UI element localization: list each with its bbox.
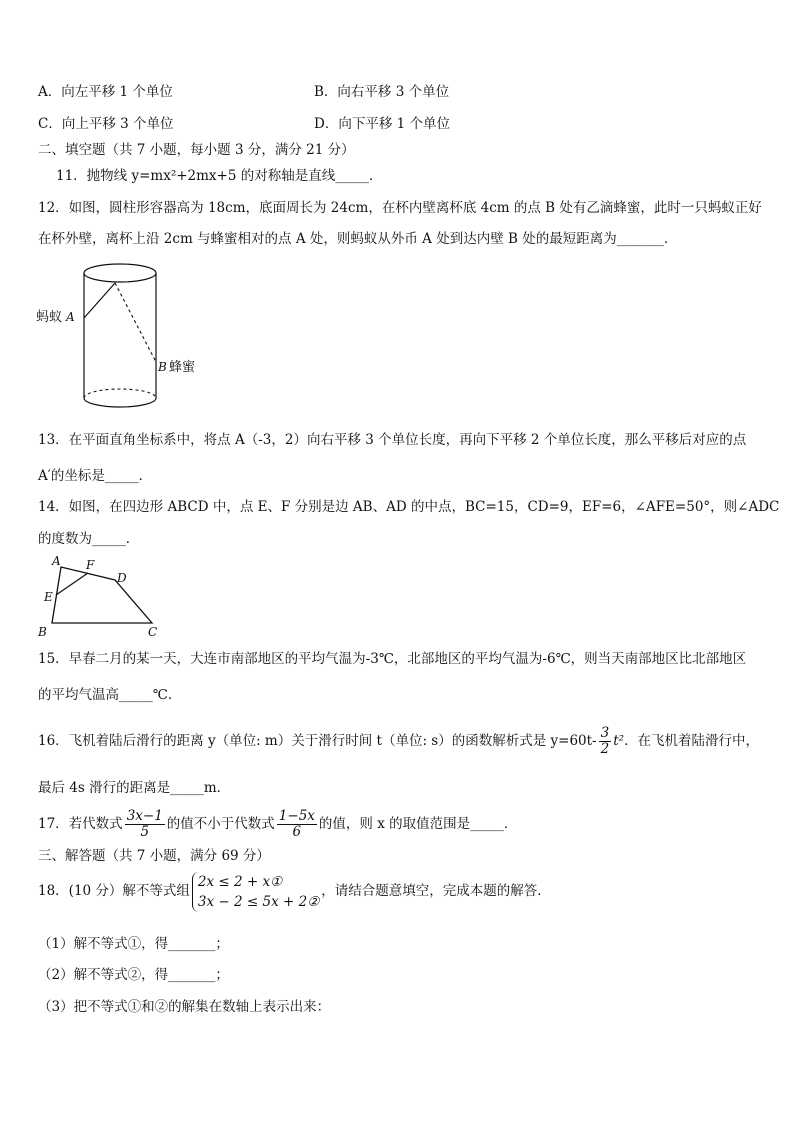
- question-12-line-2: 在杯外壁，离杯上沿 2cm 与蜂蜜相对的点 A 处，则蚂蚁从外币 A 处到达内壁 B 处的最短距离为_______．: [38, 231, 678, 247]
- section-3-heading: 三、解答题（共 7 小题，满分 69 分）: [38, 848, 270, 864]
- fraction-denominator: 6: [292, 824, 302, 840]
- quadrilateral-abcd: [52, 567, 152, 623]
- question-17-text: 17．若代数式: [38, 816, 123, 832]
- fraction-1-minus-5x-over-6: [277, 809, 317, 840]
- t-squared: t²: [613, 733, 625, 749]
- question-17: [38, 806, 517, 842]
- question-17-tail: 的值，则 x 的取值范围是_____．: [318, 816, 518, 832]
- option-c: C．向上平移 3 个单位: [38, 116, 174, 132]
- question-16-line-1: [38, 724, 759, 758]
- question-12-line-1: 12．如图，圆柱形容器高为 18cm，底面周长为 24cm，在杯内壁离杯底 4cm 的点 B 处有乙滴蜂蜜，此时一只蚂蚁正好: [38, 200, 762, 216]
- cylinder-figure: [30, 258, 220, 416]
- vertex-e-label: E: [44, 590, 53, 604]
- fraction-3x-minus-1-over-5: [125, 809, 165, 840]
- question-14-line-1: 14．如图，在四边形 ABCD 中，点 E、F 分别是边 AB、AD 的中点，BC=15，CD=9，EF=6，∠AFE=50°，则∠ADC: [38, 499, 780, 515]
- fraction-numerator: 3: [600, 725, 610, 741]
- quadrilateral-figure: [30, 552, 170, 642]
- inequality-system: [192, 872, 319, 912]
- question-18-step-2: （2）解不等式②，得_______；: [38, 967, 229, 983]
- cylinder-top-ellipse: [84, 264, 156, 282]
- question-11: 11．抛物线 y=mx²+2mx+5 的对称轴是直线_____．: [56, 168, 383, 184]
- vertex-d-label: D: [117, 571, 127, 585]
- segment-ef: [56, 573, 88, 595]
- point-a-label: A: [66, 310, 75, 324]
- question-15-line-2: 的平均气温高_____℃．: [38, 687, 182, 703]
- point-b-label: B: [158, 360, 167, 374]
- question-18-text: 18．(10 分）解不等式组: [38, 883, 190, 899]
- question-16-line-2: 最后 4s 滑行的距离是_____m．: [38, 780, 231, 796]
- cylinder-bottom-front: [84, 398, 156, 407]
- vertex-a-label: A: [52, 554, 61, 568]
- cylinder-bottom-back: [84, 389, 156, 398]
- question-16-tail: ．在飞机着陆滑行中，: [624, 733, 760, 749]
- question-14-line-2: 的度数为_____．: [38, 531, 140, 547]
- question-15-line-1: 15．早春二月的某一天，大连市南部地区的平均气温为-3℃，北部地区的平均气温为-6℃，则当天南部地区比北部地区: [38, 651, 747, 667]
- section-2-heading: 二、填空题（共 7 小题，每小题 3 分，满分 21 分）: [38, 142, 355, 158]
- option-d: D．向下平移 1 个单位: [314, 116, 450, 132]
- question-18-tail: ，请结合题意填空，完成本题的解答．: [321, 883, 551, 899]
- honey-label: 蜂蜜: [169, 360, 196, 375]
- question-13-line-2: A′的坐标是_____．: [38, 468, 153, 484]
- option-b: B．向右平移 3 个单位: [314, 84, 450, 100]
- ant-label: 蚂蚁: [36, 310, 63, 325]
- path-a-to-rim: [84, 283, 115, 318]
- question-17-mid: 的值不小于代数式: [166, 816, 275, 832]
- fraction-3-over-2: [599, 726, 612, 757]
- question-18: [38, 868, 551, 914]
- option-a: A．向左平移 1 个单位: [38, 84, 173, 100]
- fraction-numerator: 3x−1: [126, 808, 163, 824]
- question-18-step-3: （3）把不等式①和②的解集在数轴上表示出来：: [38, 999, 331, 1015]
- inequality-2: 3x − 2 ≤ 5x + 2②: [197, 893, 320, 910]
- fraction-numerator: 1−5x: [278, 808, 315, 824]
- fraction-denominator: 2: [600, 741, 610, 757]
- question-18-step-1: （1）解不等式①，得_______；: [38, 936, 229, 952]
- fraction-denominator: 5: [140, 824, 150, 840]
- question-16-text: 16．飞机着陆后滑行的距离 y（单位: m）关于滑行时间 t（单位: s）的函数解析式是 y=60t-: [38, 733, 597, 749]
- vertex-f-label: F: [86, 558, 95, 572]
- vertex-c-label: C: [148, 625, 158, 639]
- question-13-line-1: 13．在平面直角坐标系中，将点 A（-3，2）向右平移 3 个单位长度，再向下平移 2 个单位长度，那么平移后对应的点: [38, 432, 747, 448]
- inequality-1: 2x ≤ 2 + x①: [197, 873, 283, 890]
- vertex-b-label: B: [38, 625, 47, 639]
- path-rim-to-b: [115, 283, 156, 362]
